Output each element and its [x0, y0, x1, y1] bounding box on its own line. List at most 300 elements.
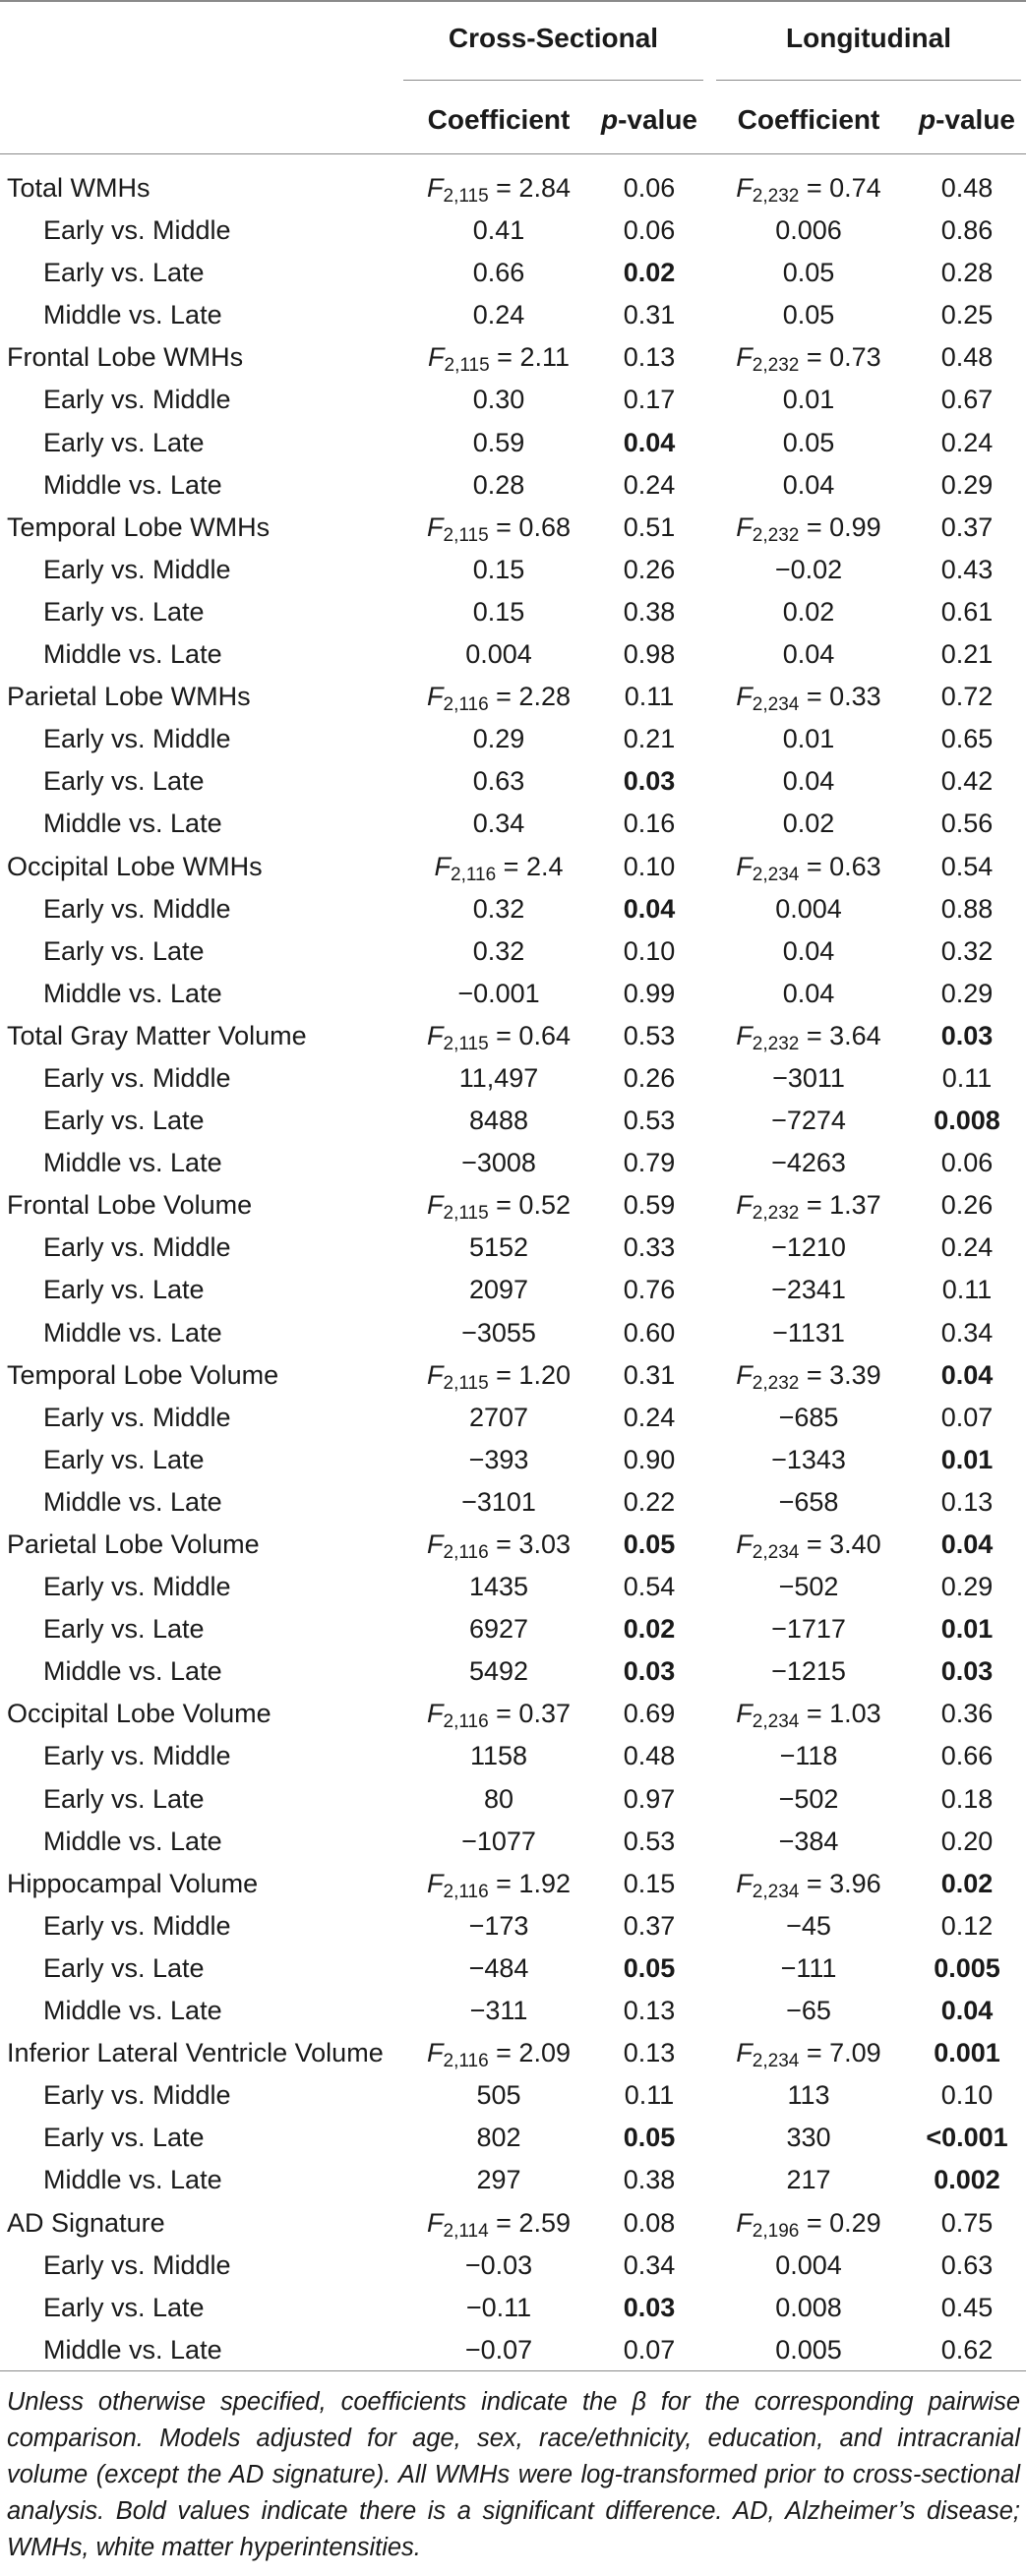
cs-p-value-cell: 0.21: [623, 724, 676, 754]
f-statistic-value: 0.37: [518, 1699, 571, 1729]
cs-p-value-cell: 0.13: [623, 342, 676, 373]
cs-coefficient-cell: 0.59: [472, 427, 525, 457]
lg-coefficient-cell: $F_{2,232} = 0.74$: [736, 173, 881, 207]
cross-sectional-group-rule: [403, 80, 703, 81]
f-statistic-value: 0.63: [829, 851, 881, 881]
table-row: [0, 803, 1026, 845]
degrees-of-freedom: 2,234: [752, 1542, 800, 1563]
degrees-of-freedom: 2,115: [443, 524, 489, 546]
lg-p-value-cell: 0.04: [940, 1996, 994, 2026]
lg-coefficient-header: Coefficient: [737, 104, 880, 135]
table-row: [0, 252, 1026, 294]
lg-coefficient-cell: 0.01: [782, 724, 835, 754]
lg-p-value-cell: 0.56: [940, 809, 994, 839]
cs-p-value-cell: 0.10: [623, 935, 676, 966]
table-row: [0, 930, 1026, 973]
lg-p-value-cell: 0.48: [940, 342, 994, 373]
comparison-label: Middle vs. Late: [43, 300, 222, 330]
cs-coefficient-cell: −311: [469, 1996, 528, 2026]
f-statistic-symbol: F: [736, 342, 753, 373]
cs-p-value-cell: 0.37: [623, 1910, 676, 1941]
f-statistic-symbol: F: [427, 511, 444, 542]
cs-p-value-cell: 0.38: [623, 2165, 676, 2195]
lg-p-value-cell: 0.72: [940, 682, 994, 712]
cs-p-value-cell: 0.17: [623, 385, 676, 415]
lg-coefficient-cell: 0.04: [782, 935, 835, 966]
lg-p-value-cell: 0.24: [940, 1232, 994, 1263]
f-statistic-value: 2.09: [518, 2038, 571, 2068]
table-row: [0, 591, 1026, 633]
comparison-label: Early vs. Late: [43, 2292, 205, 2322]
lg-p-value-cell: 0.12: [940, 1910, 994, 1941]
cs-p-value-cell: 0.11: [624, 2080, 675, 2111]
cs-coefficient-cell: 6927: [468, 1614, 529, 1645]
cs-coefficient-cell: 1158: [469, 1741, 528, 1771]
cs-p-value-cell: 0.69: [623, 1699, 676, 1729]
degrees-of-freedom: 2,115: [443, 1033, 489, 1054]
degrees-of-freedom: 2,234: [752, 864, 800, 885]
degrees-of-freedom: 2,234: [752, 1711, 800, 1733]
degrees-of-freedom: 2,232: [752, 186, 800, 207]
f-statistic-value: 3.40: [829, 1529, 881, 1559]
f-statistic-value: 2.84: [518, 173, 571, 203]
lg-coefficient-cell: $F_{2,234} = 3.96$: [736, 1868, 881, 1902]
f-statistic-symbol: F: [736, 1699, 753, 1729]
lg-coefficient-cell: 0.02: [782, 809, 835, 839]
cs-p-value-cell: 0.06: [623, 215, 676, 246]
degrees-of-freedom: 2,234: [752, 694, 800, 716]
comparison-label: Early vs. Middle: [43, 1232, 231, 1263]
f-statistic-symbol: F: [736, 682, 753, 712]
comparison-label: Early vs. Middle: [43, 2080, 231, 2111]
f-statistic-symbol: F: [427, 1359, 444, 1390]
measure-label: Temporal Lobe Volume: [7, 1359, 279, 1390]
comparison-label: Early vs. Late: [43, 766, 205, 797]
table-row: [0, 1397, 1026, 1439]
lg-coefficient-cell: −7274: [771, 1106, 846, 1136]
cs-coefficient-cell: $F_{2,116} = 2.4$: [434, 851, 564, 885]
table-row: [0, 2287, 1026, 2329]
table-row: [0, 379, 1026, 421]
cs-p-value-cell: 0.59: [623, 1190, 676, 1221]
lg-p-value-cell: 0.04: [940, 1359, 994, 1390]
lg-coefficient-cell: −111: [780, 1952, 837, 1983]
table-row: [0, 973, 1026, 1015]
lg-p-value-cell: 0.29: [940, 469, 994, 500]
comparison-label: Middle vs. Late: [43, 469, 222, 500]
f-statistic-value: 3.39: [829, 1359, 881, 1390]
cs-p-value-cell: 0.24: [623, 469, 676, 500]
cs-p-value-cell: 0.26: [623, 554, 676, 584]
lg-coefficient-cell: −502: [778, 1572, 839, 1602]
comparison-label: Early vs. Late: [43, 427, 205, 457]
degrees-of-freedom: 2,116: [443, 1542, 489, 1563]
f-statistic-symbol: F: [736, 1868, 753, 1898]
f-statistic-symbol: F: [427, 1868, 444, 1898]
cs-coefficient-cell: $F_{2,115} = 2.11$: [428, 342, 570, 377]
cs-coefficient-cell: −0.07: [464, 2334, 533, 2365]
lg-coefficient-cell: −65: [786, 1996, 831, 2026]
table-row: [0, 1566, 1026, 1608]
measure-label: Total WMHs: [7, 173, 151, 203]
comparison-label: Early vs. Middle: [43, 385, 231, 415]
comparison-label: Middle vs. Late: [43, 809, 222, 839]
comparison-label: Early vs. Middle: [43, 1910, 231, 1941]
lg-p-value-cell: 0.13: [940, 1486, 994, 1517]
lg-coefficient-cell: 217: [786, 2165, 831, 2195]
cs-p-value-cell: 0.60: [623, 1317, 676, 1348]
lg-p-value-cell: 0.29: [940, 978, 994, 1008]
lg-p-value-cell: 0.75: [940, 2207, 994, 2238]
lg-coefficient-cell: $F_{2,232} = 0.99$: [736, 511, 881, 546]
cs-p-value-cell: 0.07: [623, 2334, 676, 2365]
table-row: [0, 2032, 1026, 2074]
lg-p-value-cell: 0.65: [940, 724, 994, 754]
table-row: [0, 1481, 1026, 1524]
table-footnote: Unless otherwise specified, coefficients indicate the β for the corresponding pairwise comparison. Models adjusted for age, sex, race/ethnicity, education, and intracranial volume (except the AD signature). All WMHs were log-transformed prior to cross-sectional analysis. Bold values indicate there is a significant difference. AD, Alzheimer’s disease; WMHs, white matter hyperintensities.: [7, 2388, 1020, 2561]
table-row: [0, 1990, 1026, 2032]
cs-p-value-cell: 0.98: [623, 639, 676, 670]
cs-p-value-cell: 0.31: [623, 300, 676, 330]
table-row: [0, 1312, 1026, 1354]
f-statistic-symbol: F: [736, 851, 753, 881]
lg-p-value-cell: 0.20: [940, 1826, 994, 1856]
degrees-of-freedom: 2,232: [752, 355, 800, 377]
measure-label: Total Gray Matter Volume: [7, 1020, 307, 1050]
cs-coefficient-cell: 5492: [468, 1656, 529, 1687]
degrees-of-freedom: 2,232: [752, 1033, 800, 1054]
table-row: [0, 633, 1026, 676]
table-row: [0, 1100, 1026, 1142]
lg-p-value-cell: 0.61: [940, 596, 994, 627]
f-statistic-value: 0.52: [518, 1190, 571, 1221]
comparison-label: Middle vs. Late: [43, 1656, 222, 1687]
cs-p-value-cell: 0.11: [624, 682, 675, 712]
lg-p-value-cell: 0.66: [940, 1741, 994, 1771]
table-row: [0, 846, 1026, 888]
f-statistic-symbol: F: [427, 2038, 444, 2068]
cs-coefficient-cell: $F_{2,116} = 2.28$: [427, 682, 571, 716]
cs-p-value-cell: 0.51: [623, 511, 676, 542]
lg-p-value-cell: 0.62: [940, 2334, 994, 2365]
table-row: [0, 1057, 1026, 1100]
f-statistic-symbol: F: [736, 2038, 753, 2068]
lg-p-value-cell: 0.45: [940, 2292, 994, 2322]
table-row: [0, 676, 1026, 718]
cs-p-value-cell: 0.13: [623, 2038, 676, 2068]
f-statistic-symbol: F: [427, 2207, 444, 2238]
degrees-of-freedom: 2,116: [451, 864, 497, 885]
table-row: [0, 1015, 1026, 1057]
cs-p-value-cell: 0.90: [623, 1444, 676, 1474]
lg-p-value-cell: 0.42: [940, 766, 994, 797]
degrees-of-freedom: 2,114: [443, 2220, 489, 2242]
cs-p-value-cell: 0.54: [623, 1572, 676, 1602]
measure-label: Occipital Lobe WMHs: [7, 851, 263, 881]
cs-coefficient-cell: $F_{2,115} = 0.52$: [427, 1190, 571, 1225]
cs-p-value-cell: 0.38: [623, 596, 676, 627]
f-statistic-value: 7.09: [829, 2038, 881, 2068]
table-row: [0, 1905, 1026, 1947]
cs-coefficient-header: Coefficient: [427, 104, 571, 135]
f-statistic-value: 2.4: [525, 851, 564, 881]
lg-coefficient-cell: −658: [778, 1486, 839, 1517]
lg-coefficient-cell: −1717: [771, 1614, 846, 1645]
comparison-label: Early vs. Late: [43, 1275, 205, 1305]
lg-coefficient-cell: −502: [778, 1783, 839, 1814]
lg-coefficient-cell: $F_{2,234} = 7.09$: [736, 2038, 881, 2072]
cs-p-value-cell: 0.05: [623, 2123, 676, 2153]
measure-label: Inferior Lateral Ventricle Volume: [7, 2038, 384, 2068]
degrees-of-freedom: 2,115: [444, 355, 490, 377]
lg-coefficient-cell: $F_{2,232} = 0.73$: [736, 342, 881, 377]
table-row: [0, 1821, 1026, 1863]
table-row: [0, 422, 1026, 464]
lg-p-value-cell: 0.28: [940, 258, 994, 288]
f-statistic-value: 1.03: [829, 1699, 881, 1729]
lg-coefficient-cell: −2341: [771, 1275, 846, 1305]
cs-coefficient-cell: 0.30: [472, 385, 525, 415]
table-row: [0, 294, 1026, 336]
degrees-of-freedom: 2,116: [443, 694, 489, 716]
cs-p-value-cell: 0.02: [623, 258, 676, 288]
cs-p-value-cell: 0.06: [623, 173, 676, 203]
degrees-of-freedom: 2,115: [443, 1203, 489, 1225]
lg-coefficient-cell: 0.008: [775, 2292, 842, 2322]
lg-coefficient-cell: $F_{2,196} = 0.29$: [736, 2207, 881, 2242]
lg-coefficient-cell: −118: [779, 1741, 838, 1771]
cs-p-value-cell: 0.13: [623, 1996, 676, 2026]
lg-p-value-cell: 0.10: [940, 2080, 994, 2111]
cs-coefficient-cell: 0.32: [472, 935, 525, 966]
lg-coefficient-cell: 0.004: [775, 893, 842, 924]
top-rule: [0, 0, 1026, 2]
measure-label: Frontal Lobe Volume: [7, 1190, 253, 1221]
f-statistic-symbol: F: [736, 1190, 753, 1221]
comparison-label: Middle vs. Late: [43, 1826, 222, 1856]
table-row: [0, 167, 1026, 210]
lg-coefficient-cell: −1131: [772, 1317, 845, 1348]
cs-coefficient-cell: $F_{2,116} = 2.09$: [427, 2038, 571, 2072]
degrees-of-freedom: 2,115: [443, 1372, 489, 1394]
cs-coefficient-cell: −173: [468, 1910, 529, 1941]
lg-coefficient-cell: 0.01: [782, 385, 835, 415]
cs-coefficient-cell: 0.32: [472, 893, 525, 924]
cs-coefficient-cell: 2097: [468, 1275, 529, 1305]
f-statistic-symbol: F: [427, 1529, 444, 1559]
cs-coefficient-cell: $F_{2,116} = 3.03$: [427, 1529, 571, 1563]
f-statistic-symbol: F: [736, 511, 753, 542]
lg-p-value-cell: 0.86: [940, 215, 994, 246]
cs-p-value-cell: 0.76: [623, 1275, 676, 1305]
cs-p-value-cell: 0.53: [623, 1020, 676, 1050]
table-row: [0, 1778, 1026, 1821]
table-row: [0, 1142, 1026, 1184]
table-row: [0, 1184, 1026, 1227]
comparison-label: Early vs. Late: [43, 935, 205, 966]
lg-p-value-header: p-value: [918, 104, 1016, 135]
lg-coefficient-cell: 0.05: [782, 300, 835, 330]
cs-p-value-cell: 0.08: [623, 2207, 676, 2238]
f-statistic-symbol: F: [427, 173, 444, 203]
degrees-of-freedom: 2,234: [752, 1881, 800, 1902]
table-row: [0, 2117, 1026, 2159]
f-statistic-symbol: F: [427, 682, 444, 712]
lg-p-value-cell: 0.11: [941, 1062, 993, 1093]
comparison-label: Middle vs. Late: [43, 1148, 222, 1178]
lg-coefficient-cell: −4263: [771, 1148, 846, 1178]
comparison-label: Early vs. Middle: [43, 893, 231, 924]
f-statistic-value: 2.11: [519, 342, 570, 373]
table-row: [0, 507, 1026, 549]
lg-p-value-cell: 0.06: [940, 1148, 994, 1178]
lg-coefficient-cell: 330: [786, 2123, 831, 2153]
table-row: [0, 1524, 1026, 1566]
comparison-label: Middle vs. Late: [43, 639, 222, 670]
cs-coefficient-cell: −3008: [461, 1148, 536, 1178]
lg-coefficient-cell: −685: [778, 1402, 839, 1432]
table-row: [0, 1650, 1026, 1693]
f-statistic-symbol: F: [427, 1699, 444, 1729]
cs-coefficient-cell: 0.34: [472, 809, 525, 839]
lg-p-value-cell: 0.03: [940, 1656, 994, 1687]
table-row: [0, 549, 1026, 591]
lg-p-value-cell: 0.24: [940, 427, 994, 457]
lg-coefficient-cell: $F_{2,234} = 0.63$: [736, 851, 881, 885]
degrees-of-freedom: 2,232: [752, 524, 800, 546]
cs-p-value-cell: 0.34: [623, 2249, 676, 2280]
measure-label: AD Signature: [7, 2207, 165, 2238]
comparison-label: Early vs. Middle: [43, 1062, 231, 1093]
lg-coefficient-cell: $F_{2,234} = 0.33$: [736, 682, 881, 716]
comparison-label: Middle vs. Late: [43, 1486, 222, 1517]
lg-p-value-cell: 0.29: [940, 1572, 994, 1602]
degrees-of-freedom: 2,196: [752, 2220, 800, 2242]
cs-p-value-cell: 0.97: [623, 1783, 676, 1814]
lg-p-value-cell: 0.001: [934, 2038, 1000, 2068]
lg-coefficient-cell: −384: [778, 1826, 839, 1856]
comparison-label: Early vs. Late: [43, 596, 205, 627]
table-row: [0, 464, 1026, 507]
measure-label: Frontal Lobe WMHs: [7, 342, 244, 373]
cs-coefficient-cell: 505: [476, 2080, 521, 2111]
f-statistic-value: 0.99: [829, 511, 881, 542]
lg-p-value-cell: 0.36: [940, 1699, 994, 1729]
lg-p-value-cell: 0.01: [940, 1614, 994, 1645]
measure-label: Occipital Lobe Volume: [7, 1699, 272, 1729]
cs-p-value-cell: 0.26: [623, 1062, 676, 1093]
lg-p-value-cell: 0.34: [940, 1317, 994, 1348]
f-statistic-value: 0.73: [829, 342, 881, 373]
measure-label: Parietal Lobe WMHs: [7, 682, 251, 712]
lg-p-value-cell: 0.008: [934, 1106, 1000, 1136]
cs-coefficient-cell: $F_{2,114} = 2.59$: [427, 2207, 571, 2242]
comparison-label: Middle vs. Late: [43, 2165, 222, 2195]
lg-p-value-cell: 0.002: [934, 2165, 1000, 2195]
lg-p-value-cell: 0.21: [940, 639, 994, 670]
cs-p-value-cell: 0.05: [623, 1952, 676, 1983]
cs-coefficient-cell: −3101: [461, 1486, 536, 1517]
lg-coefficient-cell: −1210: [771, 1232, 846, 1263]
cs-p-value-cell: 0.15: [623, 1868, 676, 1898]
cs-coefficient-cell: 802: [476, 2123, 521, 2153]
lg-coefficient-cell: −3011: [772, 1062, 845, 1093]
table-row: [0, 1693, 1026, 1735]
lg-p-value-cell: 0.63: [940, 2249, 994, 2280]
longitudinal-group-rule: [716, 80, 1021, 81]
comparison-label: Early vs. Late: [43, 1444, 205, 1474]
lg-p-value-cell: 0.54: [940, 851, 994, 881]
cs-p-value-cell: 0.33: [623, 1232, 676, 1263]
cs-p-value-cell: 0.10: [623, 851, 676, 881]
cs-p-value-cell: 0.03: [623, 1656, 676, 1687]
cs-coefficient-cell: 0.24: [472, 300, 525, 330]
comparison-label: Middle vs. Late: [43, 978, 222, 1008]
table-row: [0, 1354, 1026, 1397]
lg-p-value-cell: 0.18: [940, 1783, 994, 1814]
cs-p-value-cell: 0.16: [623, 809, 676, 839]
lg-coefficient-cell: 0.05: [782, 427, 835, 457]
table-row: [0, 1947, 1026, 1990]
cs-coefficient-cell: $F_{2,115} = 0.64$: [427, 1020, 571, 1054]
comparison-label: Middle vs. Late: [43, 1317, 222, 1348]
cs-p-value-cell: 0.05: [623, 1529, 676, 1559]
cs-coefficient-cell: $F_{2,115} = 1.20$: [427, 1359, 571, 1394]
comparison-label: Early vs. Late: [43, 1952, 205, 1983]
table-row: [0, 2159, 1026, 2201]
cs-coefficient-cell: −0.03: [464, 2249, 533, 2280]
lg-coefficient-cell: 0.04: [782, 978, 835, 1008]
cs-coefficient-cell: $F_{2,116} = 0.37$: [427, 1699, 571, 1733]
degrees-of-freedom: 2,116: [443, 2051, 489, 2072]
cs-coefficient-cell: $F_{2,115} = 0.68$: [427, 511, 571, 546]
table-row: [0, 336, 1026, 379]
f-statistic-symbol: F: [434, 851, 452, 881]
f-statistic-value: 3.96: [829, 1868, 881, 1898]
measure-label: Parietal Lobe Volume: [7, 1529, 260, 1559]
table-row: [0, 1227, 1026, 1269]
table-row: [0, 2202, 1026, 2245]
table-row: [0, 1439, 1026, 1481]
f-statistic-value: 0.74: [829, 173, 881, 203]
lg-p-value-cell: <0.001: [926, 2123, 1008, 2153]
cs-coefficient-cell: −3055: [461, 1317, 536, 1348]
comparison-label: Early vs. Middle: [43, 1572, 231, 1602]
cs-p-value-cell: 0.03: [623, 2292, 676, 2322]
cs-p-value-cell: 0.48: [623, 1741, 676, 1771]
comparison-label: Early vs. Middle: [43, 1402, 231, 1432]
lg-p-value-cell: 0.43: [940, 554, 994, 584]
cs-coefficient-cell: −0.001: [457, 978, 540, 1008]
lg-coefficient-cell: 0.005: [775, 2334, 842, 2365]
measure-label: Temporal Lobe WMHs: [7, 511, 271, 542]
comparison-label: Early vs. Middle: [43, 554, 231, 584]
f-statistic-value: 0.33: [829, 682, 881, 712]
table-row: [0, 2329, 1026, 2371]
f-statistic-symbol: F: [427, 1020, 444, 1050]
comparison-label: Early vs. Middle: [43, 215, 231, 246]
f-statistic-symbol: F: [736, 1359, 753, 1390]
lg-p-value-cell: 0.26: [940, 1190, 994, 1221]
table-row: [0, 1863, 1026, 1905]
lg-coefficient-cell: −1215: [771, 1656, 846, 1687]
cs-coefficient-cell: 0.15: [472, 596, 525, 627]
cs-p-value-cell: 0.04: [623, 427, 676, 457]
f-statistic-value: 1.92: [518, 1868, 571, 1898]
lg-coefficient-cell: −0.02: [774, 554, 843, 584]
cs-coefficient-cell: $F_{2,116} = 1.92$: [427, 1868, 571, 1902]
comparison-label: Early vs. Middle: [43, 724, 231, 754]
